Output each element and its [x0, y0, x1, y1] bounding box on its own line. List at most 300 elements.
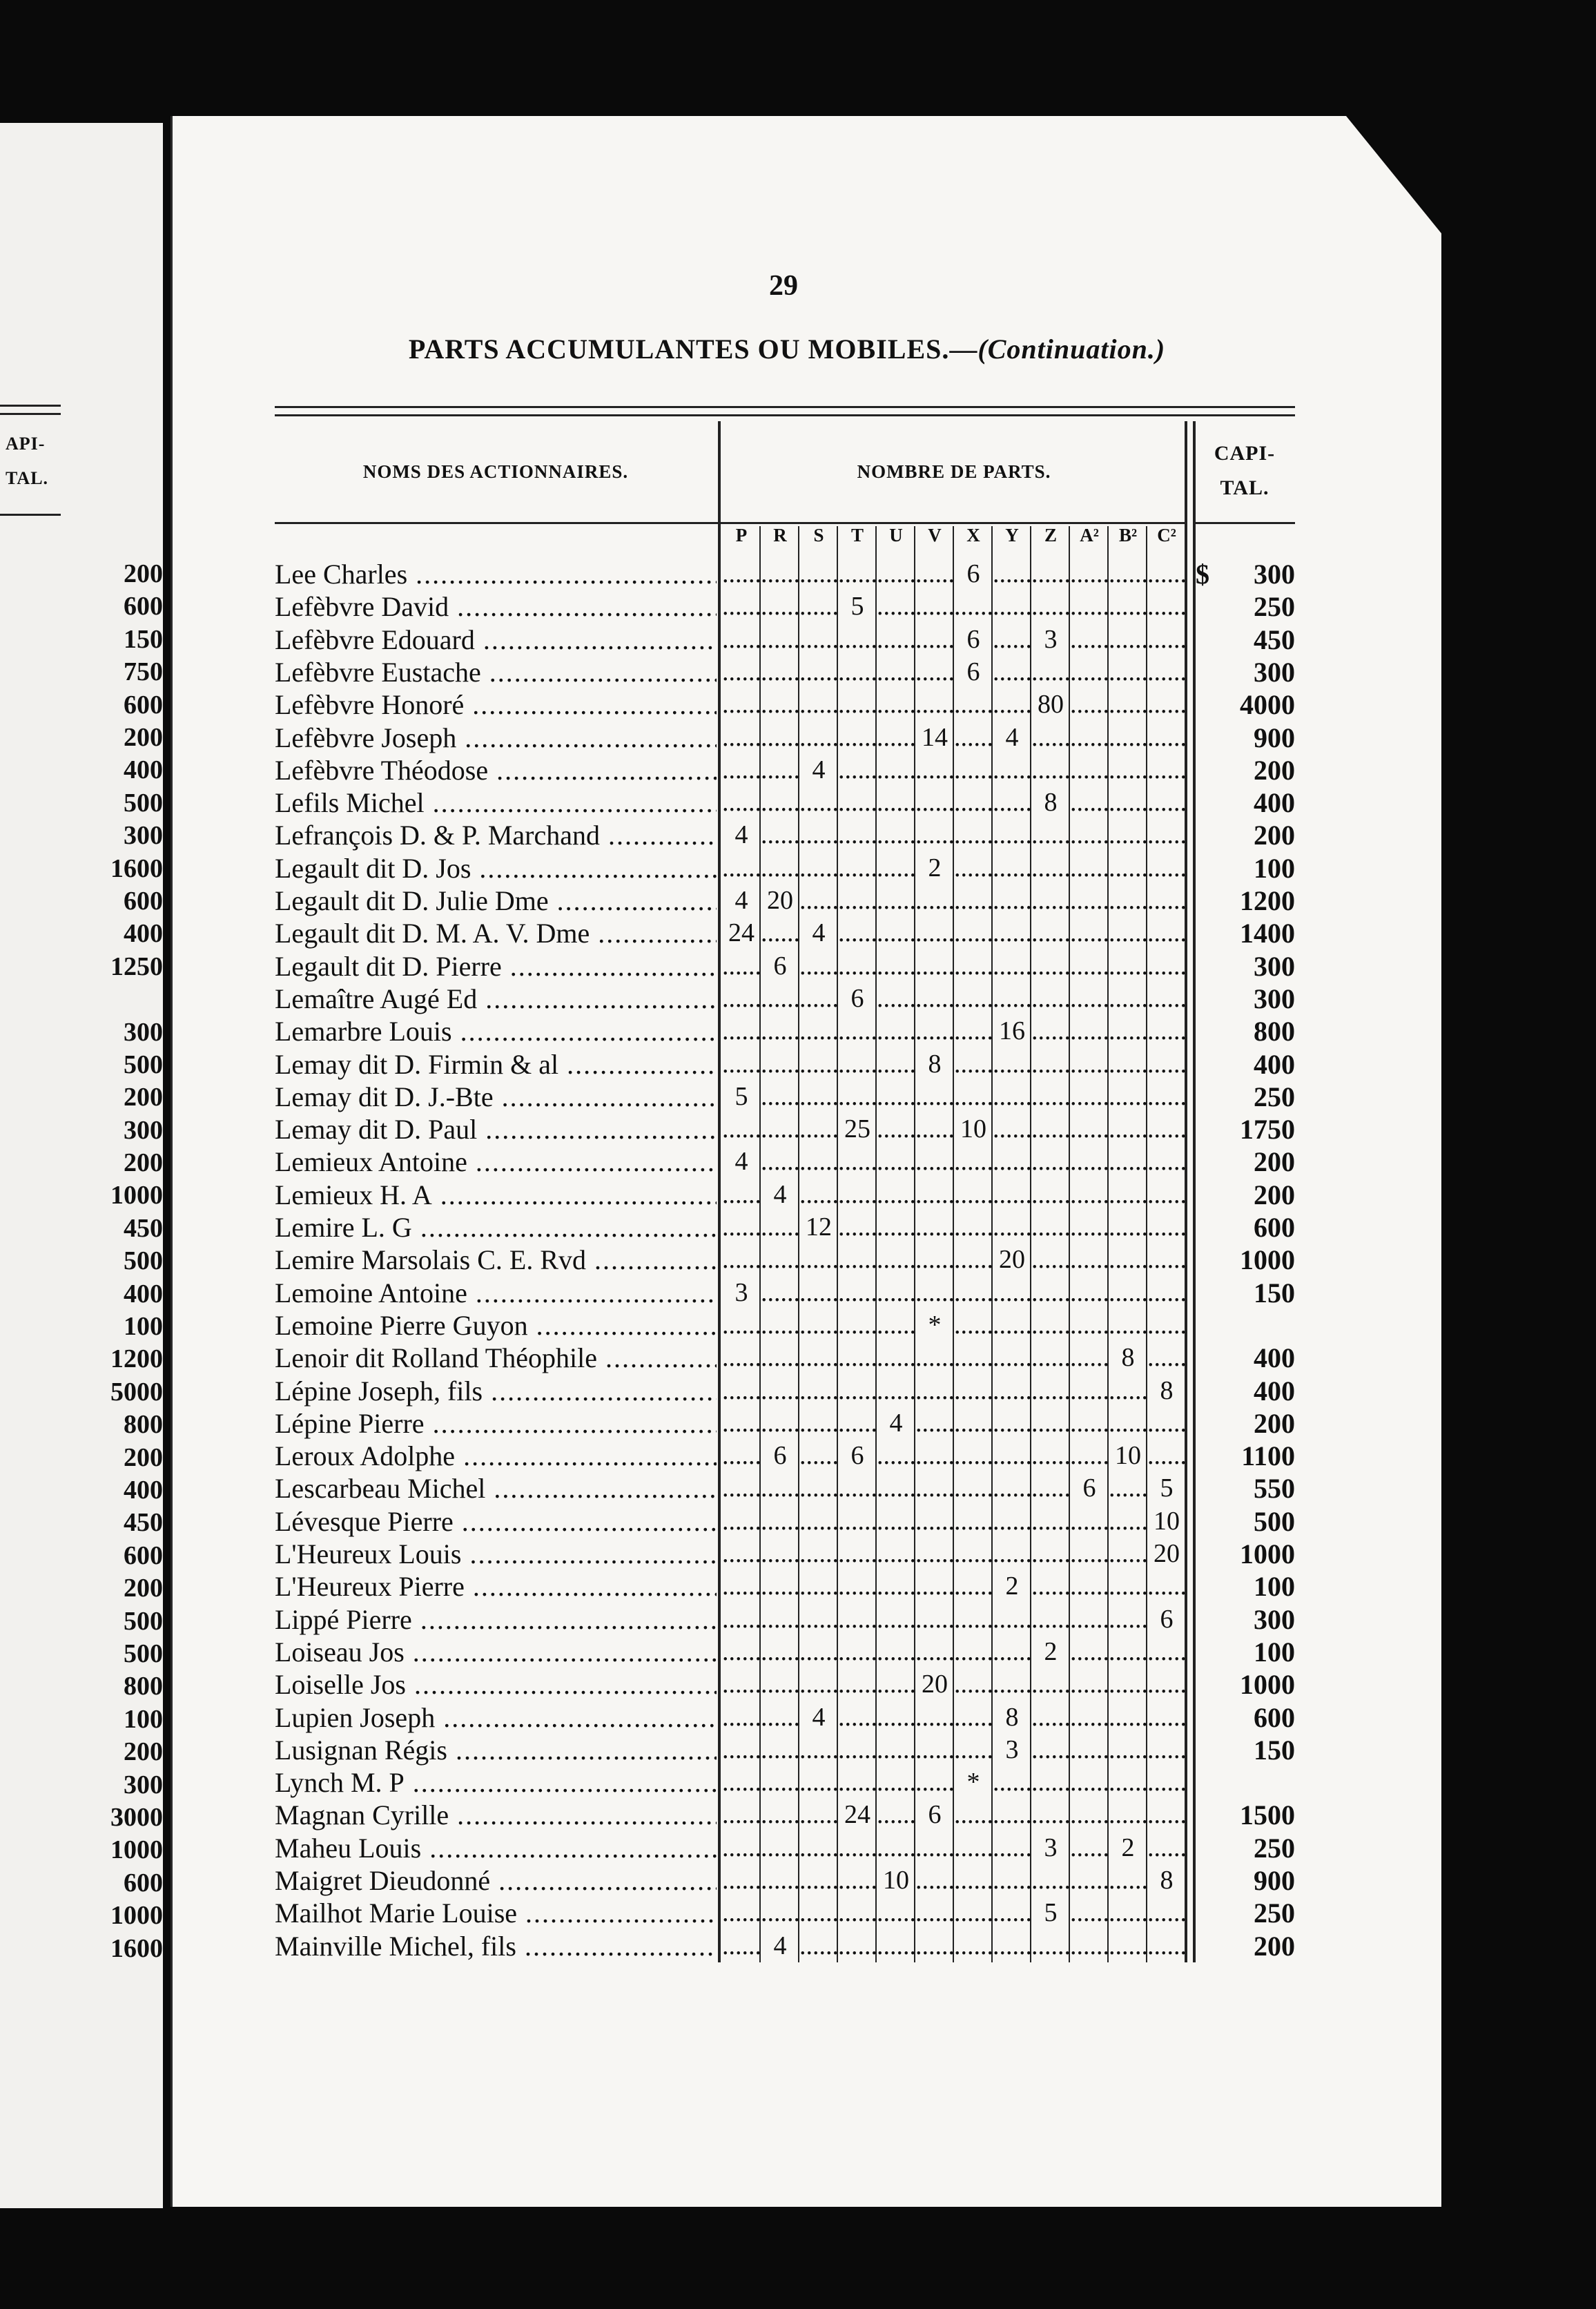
parts-cell — [1031, 983, 1070, 1015]
part-column-letter: B² — [1118, 525, 1138, 545]
parts-cell: 4 — [773, 1179, 787, 1209]
parts-cell — [1070, 1211, 1109, 1244]
prev-capital-value: 600 — [124, 592, 163, 621]
parts-cell — [877, 786, 915, 819]
capital-value: 300 — [1254, 656, 1295, 688]
parts-cell — [799, 656, 838, 688]
parts-cell — [838, 1309, 877, 1342]
parts-cell — [838, 1277, 877, 1309]
parts-cell — [1109, 1701, 1147, 1734]
capital-value: 300 — [1254, 559, 1295, 590]
parts-cell — [877, 917, 915, 949]
capital-value — [1194, 1309, 1295, 1342]
parts-cell — [1070, 1930, 1109, 1962]
capital-value — [1194, 1766, 1295, 1799]
parts-cell: 6 — [850, 983, 864, 1013]
parts-cell — [722, 688, 761, 721]
parts-cell — [915, 885, 954, 917]
parts-cell — [722, 1897, 761, 1929]
parts-cell — [877, 1081, 915, 1113]
parts-cell — [915, 1701, 954, 1734]
prev-capital-value: 200 — [124, 1574, 163, 1603]
parts-cell — [1109, 950, 1147, 983]
parts-cell — [799, 950, 838, 983]
parts-cell — [799, 1146, 838, 1178]
parts-cell — [799, 885, 838, 917]
parts-cell — [993, 754, 1031, 786]
shareholder-name: Lenoir dit Rolland Théophile ..... — [275, 1342, 717, 1374]
parts-cell — [877, 1342, 915, 1374]
capital-value: 1100 — [1241, 1440, 1295, 1472]
parts-cell — [954, 1930, 993, 1962]
prev-capital-value: 800 — [124, 1672, 163, 1701]
parts-cell — [1147, 1146, 1186, 1178]
capital-value: 900 — [1254, 722, 1295, 753]
parts-cell — [799, 1734, 838, 1766]
parts-cell — [993, 1832, 1031, 1864]
capital-value: 1200 — [1240, 885, 1295, 916]
prev-capital-value: 750 — [124, 657, 163, 687]
parts-cell — [1109, 1538, 1147, 1570]
parts-cell — [877, 1015, 915, 1047]
parts-cell — [761, 1734, 799, 1766]
parts-cell — [1147, 722, 1186, 754]
shareholder-name: Lippé Pierre ..... — [275, 1603, 717, 1636]
parts-cell — [722, 1342, 761, 1374]
parts-cell — [722, 950, 761, 983]
parts-cell — [722, 1179, 761, 1211]
shareholder-name: Lépine Joseph, fils ..... — [275, 1375, 717, 1407]
shareholder-name: Lefèbvre Théodose ..... — [275, 754, 717, 786]
parts-cell — [722, 1375, 761, 1407]
parts-cell — [877, 1603, 915, 1636]
parts-cell — [993, 1081, 1031, 1113]
parts-cell — [1070, 1309, 1109, 1342]
parts-cell — [722, 1799, 761, 1831]
capital-value: 300 — [1254, 983, 1295, 1014]
parts-cell — [761, 1766, 799, 1799]
prev-capital-value: 1000 — [110, 1181, 163, 1210]
parts-cell — [1147, 590, 1186, 623]
parts-cell — [1031, 1113, 1070, 1146]
parts-cell — [1109, 624, 1147, 656]
parts-cell — [1147, 1734, 1186, 1766]
parts-cell — [1109, 1636, 1147, 1668]
parts-cell: 3 — [1044, 1833, 1058, 1862]
parts-cell — [838, 656, 877, 688]
parts-cell — [915, 688, 954, 721]
capital-header-rule — [1194, 522, 1295, 524]
parts-cell — [915, 1244, 954, 1276]
parts-cell — [799, 590, 838, 623]
parts-cell — [1109, 1081, 1147, 1113]
capital-value: 300 — [1254, 1603, 1295, 1635]
parts-cell — [993, 1211, 1031, 1244]
parts-cell — [722, 558, 761, 590]
parts-cell — [1070, 590, 1109, 623]
parts-cell — [799, 1342, 838, 1374]
parts-cell — [799, 1538, 838, 1570]
parts-cell — [761, 1505, 799, 1538]
parts-cell — [877, 1799, 915, 1831]
parts-cell — [761, 1603, 799, 1636]
parts-cell — [761, 1570, 799, 1603]
capital-value: 400 — [1254, 1048, 1295, 1080]
shareholder-name: Lemire L. G ..... — [275, 1211, 717, 1244]
page-number: 29 — [769, 270, 798, 302]
parts-cell — [1031, 1701, 1070, 1734]
parts-cell — [954, 1538, 993, 1570]
capital-value: 1000 — [1240, 1669, 1295, 1701]
parts-cell — [877, 722, 915, 754]
shareholder-name: Mailhot Marie Louise ..... — [275, 1897, 717, 1929]
parts-cell: 3 — [734, 1277, 748, 1307]
shareholder-name: Lemire Marsolais C. E. Rvd ..... — [275, 1244, 717, 1276]
shareholder-name: Lemay dit D. J.-Bte ..... — [275, 1081, 717, 1113]
parts-cell — [1031, 1048, 1070, 1081]
parts-cell — [761, 1211, 799, 1244]
parts-cell: 5 — [1160, 1474, 1174, 1503]
parts-cell — [761, 1701, 799, 1734]
parts-cell — [799, 1864, 838, 1897]
parts-cell — [993, 917, 1031, 949]
parts-cell — [1070, 885, 1109, 917]
parts-cell — [915, 1146, 954, 1178]
parts-cell — [954, 688, 993, 721]
parts-cell — [761, 1668, 799, 1701]
parts-cell — [761, 852, 799, 885]
parts-cell — [915, 1636, 954, 1668]
parts-cell — [761, 1342, 799, 1374]
parts-cell — [877, 852, 915, 885]
parts-cell — [954, 1048, 993, 1081]
shareholder-name: Lemay dit D. Firmin & al ..... — [275, 1048, 717, 1081]
parts-cell — [761, 1048, 799, 1081]
parts-cell — [1147, 1570, 1186, 1603]
capital-value: 250 — [1254, 1832, 1295, 1864]
parts-cell — [722, 656, 761, 688]
parts-cell — [954, 1636, 993, 1668]
capital-value: 1500 — [1240, 1799, 1295, 1831]
parts-cell — [1070, 722, 1109, 754]
parts-cell — [761, 1277, 799, 1309]
capital-value: 4000 — [1240, 689, 1295, 721]
parts-cell — [915, 1864, 954, 1897]
parts-cell: 8 — [1121, 1343, 1135, 1373]
parts-cell — [1031, 754, 1070, 786]
parts-cell — [993, 1407, 1031, 1440]
parts-cell — [1109, 786, 1147, 819]
parts-cell — [838, 786, 877, 819]
parts-cell — [722, 722, 761, 754]
part-column-letter: P — [735, 525, 748, 545]
parts-cell — [761, 917, 799, 949]
parts-cell: 4 — [734, 820, 748, 850]
parts-cell: 4 — [1005, 722, 1019, 752]
prev-capital-value: 800 — [124, 1410, 163, 1440]
prev-capital-value: 200 — [124, 559, 163, 588]
parts-cell — [1031, 1375, 1070, 1407]
parts-cell: 10 — [1154, 1506, 1180, 1536]
parts-cell — [1147, 1930, 1186, 1962]
parts-cell — [722, 624, 761, 656]
parts-cell — [761, 1799, 799, 1831]
parts-cell — [915, 1603, 954, 1636]
parts-cell — [761, 1309, 799, 1342]
parts-cell — [954, 590, 993, 623]
parts-cell — [1070, 1766, 1109, 1799]
parts-cell — [877, 1277, 915, 1309]
parts-cell: 8 — [1044, 788, 1058, 818]
parts-cell — [993, 1505, 1031, 1538]
parts-cell — [1147, 558, 1186, 590]
parts-cell — [1070, 1701, 1109, 1734]
parts-cell — [1109, 885, 1147, 917]
parts-cell — [1147, 885, 1186, 917]
shareholder-name: Mainville Michel, fils ..... — [275, 1930, 717, 1962]
parts-cell — [877, 1538, 915, 1570]
parts-cell — [877, 983, 915, 1015]
parts-cell — [838, 1048, 877, 1081]
parts-cell — [993, 1897, 1031, 1929]
shareholder-name: Lescarbeau Michel ..... — [275, 1472, 717, 1505]
parts-cell — [954, 917, 993, 949]
parts-cell — [954, 1015, 993, 1047]
parts-cell — [761, 819, 799, 851]
parts-cell — [722, 754, 761, 786]
capital-value: 200 — [1254, 1179, 1295, 1210]
parts-cell — [761, 786, 799, 819]
parts-cell — [915, 1505, 954, 1538]
parts-cell — [993, 1472, 1031, 1505]
shareholder-name: Lemoine Antoine ..... — [275, 1277, 717, 1309]
parts-cell — [954, 1277, 993, 1309]
column-rule — [718, 421, 721, 1962]
parts-cell — [915, 1113, 954, 1146]
parts-cell — [954, 1375, 993, 1407]
part-column-letter: U — [889, 525, 903, 545]
parts-cell: 3 — [1005, 1735, 1019, 1764]
parts-cell — [993, 885, 1031, 917]
parts-cell — [954, 885, 993, 917]
parts-cell — [1070, 1375, 1109, 1407]
parts-cell — [799, 1309, 838, 1342]
parts-cell — [877, 1930, 915, 1962]
parts-cell — [877, 1701, 915, 1734]
parts-cell — [993, 1799, 1031, 1831]
parts-cell — [877, 1766, 915, 1799]
prev-capital-value: 1600 — [110, 853, 163, 883]
prev-capital-value: 600 — [124, 1540, 163, 1570]
parts-cell — [838, 1766, 877, 1799]
parts-cell — [761, 1407, 799, 1440]
parts-cell: 2 — [1005, 1572, 1019, 1601]
parts-cell — [1109, 590, 1147, 623]
parts-cell — [993, 688, 1031, 721]
parts-cell — [1031, 656, 1070, 688]
parts-cell — [799, 1603, 838, 1636]
parts-cell — [1070, 1244, 1109, 1276]
parts-cell: 10 — [960, 1114, 986, 1144]
parts-cell — [1070, 558, 1109, 590]
parts-cell — [1070, 1668, 1109, 1701]
parts-cell — [993, 1668, 1031, 1701]
parts-cell — [722, 1309, 761, 1342]
parts-cell — [1031, 722, 1070, 754]
parts-cell — [1147, 1668, 1186, 1701]
parts-cell — [722, 1734, 761, 1766]
parts-cell — [1070, 1505, 1109, 1538]
part-column-letter: R — [773, 525, 787, 545]
parts-cell — [993, 1864, 1031, 1897]
parts-cell — [1070, 1113, 1109, 1146]
parts-cell — [954, 1407, 993, 1440]
parts-cell — [838, 1244, 877, 1276]
parts-cell — [915, 1179, 954, 1211]
parts-cell — [799, 688, 838, 721]
parts-cell — [838, 1930, 877, 1962]
parts-cell: 24 — [844, 1800, 870, 1830]
parts-cell — [915, 558, 954, 590]
table-top-rule — [275, 406, 1295, 408]
parts-cell — [954, 722, 993, 754]
parts-cell — [1109, 1277, 1147, 1309]
part-column-letter: V — [928, 525, 942, 545]
shareholder-name: Maigret Dieudonné ..... — [275, 1864, 717, 1897]
shareholder-name: Legault dit D. M. A. V. Dme ..... — [275, 917, 717, 949]
parts-cell — [1070, 754, 1109, 786]
parts-cell: 10 — [1115, 1441, 1141, 1471]
page-title — [290, 333, 1284, 365]
parts-cell — [1109, 558, 1147, 590]
parts-cell — [838, 1179, 877, 1211]
prev-capital-value: 400 — [124, 1476, 163, 1505]
shareholder-name: Lefèbvre Eustache ..... — [275, 656, 717, 688]
parts-cell — [993, 624, 1031, 656]
parts-cell — [1031, 1440, 1070, 1472]
parts-cell — [993, 786, 1031, 819]
prev-capital-value: 600 — [124, 886, 163, 916]
parts-cell — [761, 754, 799, 786]
parts-cell — [1070, 1081, 1109, 1113]
parts-cell — [877, 1244, 915, 1276]
parts-cell — [761, 1244, 799, 1276]
shareholder-name: Legault dit D. Julie Dme ..... — [275, 885, 717, 917]
prev-capital-value: 100 — [124, 1704, 163, 1734]
parts-cell — [993, 1277, 1031, 1309]
shareholder-name: Lemaître Augé Ed ..... — [275, 983, 717, 1015]
parts-cell — [1031, 1211, 1070, 1244]
capital-value: 400 — [1254, 1375, 1295, 1407]
shareholder-name: Lupien Joseph ..... — [275, 1701, 717, 1734]
capital-value: 100 — [1254, 1636, 1295, 1668]
parts-cell — [1070, 1570, 1109, 1603]
parts-cell — [915, 1570, 954, 1603]
parts-cell — [838, 1897, 877, 1929]
prev-capital-value: 200 — [124, 1442, 163, 1472]
parts-cell: 2 — [1044, 1636, 1058, 1666]
parts-cell — [838, 1081, 877, 1113]
parts-cell — [799, 558, 838, 590]
parts-cell — [954, 819, 993, 851]
parts-cell — [993, 590, 1031, 623]
prev-capital-value: 450 — [124, 1213, 163, 1243]
parts-cell — [1109, 754, 1147, 786]
parts-cell — [722, 1701, 761, 1734]
parts-cell — [1031, 558, 1070, 590]
parts-cell — [761, 1375, 799, 1407]
parts-cell — [954, 1864, 993, 1897]
parts-cell — [838, 688, 877, 721]
parts-cell — [915, 1832, 954, 1864]
parts-cell — [1031, 1538, 1070, 1570]
parts-cell — [838, 1342, 877, 1374]
parts-cell: * — [966, 1768, 980, 1797]
prev-capital-value: 1600 — [110, 1933, 163, 1963]
parts-cell — [1147, 1081, 1186, 1113]
parts-cell — [799, 983, 838, 1015]
parts-cell — [1109, 688, 1147, 721]
parts-cell — [1031, 1799, 1070, 1831]
page-title-main: PARTS ACCUMULANTES OU MOBILES.— — [408, 334, 978, 365]
parts-cell — [877, 1668, 915, 1701]
capital-value: 900 — [1254, 1865, 1295, 1896]
parts-cell — [1070, 983, 1109, 1015]
prev-capital-value: 400 — [124, 919, 163, 949]
table-header-rule — [275, 522, 1186, 524]
parts-cell — [1147, 786, 1186, 819]
part-column-letter: S — [813, 525, 824, 545]
parts-cell — [761, 1081, 799, 1113]
capital-value: 500 — [1254, 1505, 1295, 1537]
parts-cell — [1031, 1864, 1070, 1897]
capital-value: 250 — [1254, 1897, 1295, 1929]
parts-cell — [1109, 1570, 1147, 1603]
table-top-rule — [275, 414, 1295, 416]
capital-value: 400 — [1254, 787, 1295, 819]
parts-cell — [954, 1342, 993, 1374]
parts-cell — [722, 1244, 761, 1276]
parts-cell — [877, 624, 915, 656]
parts-cell — [1109, 1505, 1147, 1538]
parts-cell — [1070, 1734, 1109, 1766]
parts-cell: 8 — [928, 1049, 942, 1079]
parts-cell — [1031, 819, 1070, 851]
parts-cell: 20 — [999, 1245, 1025, 1275]
parts-cell — [915, 1375, 954, 1407]
parts-cell — [1031, 1930, 1070, 1962]
capital-value: 600 — [1254, 1701, 1295, 1733]
parts-cell — [838, 1734, 877, 1766]
capital-value: 200 — [1254, 754, 1295, 786]
parts-cell: 8 — [1005, 1702, 1019, 1732]
parts-cell — [1031, 1015, 1070, 1047]
parts-cell — [993, 1146, 1031, 1178]
parts-cell — [799, 1668, 838, 1701]
prev-header-rule — [0, 413, 61, 415]
prev-capital-value: 450 — [124, 1508, 163, 1538]
parts-cell — [799, 1015, 838, 1047]
parts-cell — [799, 1113, 838, 1146]
parts-cell — [1031, 1146, 1070, 1178]
parts-cell — [761, 722, 799, 754]
parts-cell — [993, 852, 1031, 885]
parts-cell — [915, 1015, 954, 1047]
parts-cell: 80 — [1038, 690, 1064, 719]
parts-cell: 20 — [922, 1670, 948, 1699]
prev-capital-value: 5000 — [110, 1377, 163, 1407]
parts-cell — [1147, 983, 1186, 1015]
